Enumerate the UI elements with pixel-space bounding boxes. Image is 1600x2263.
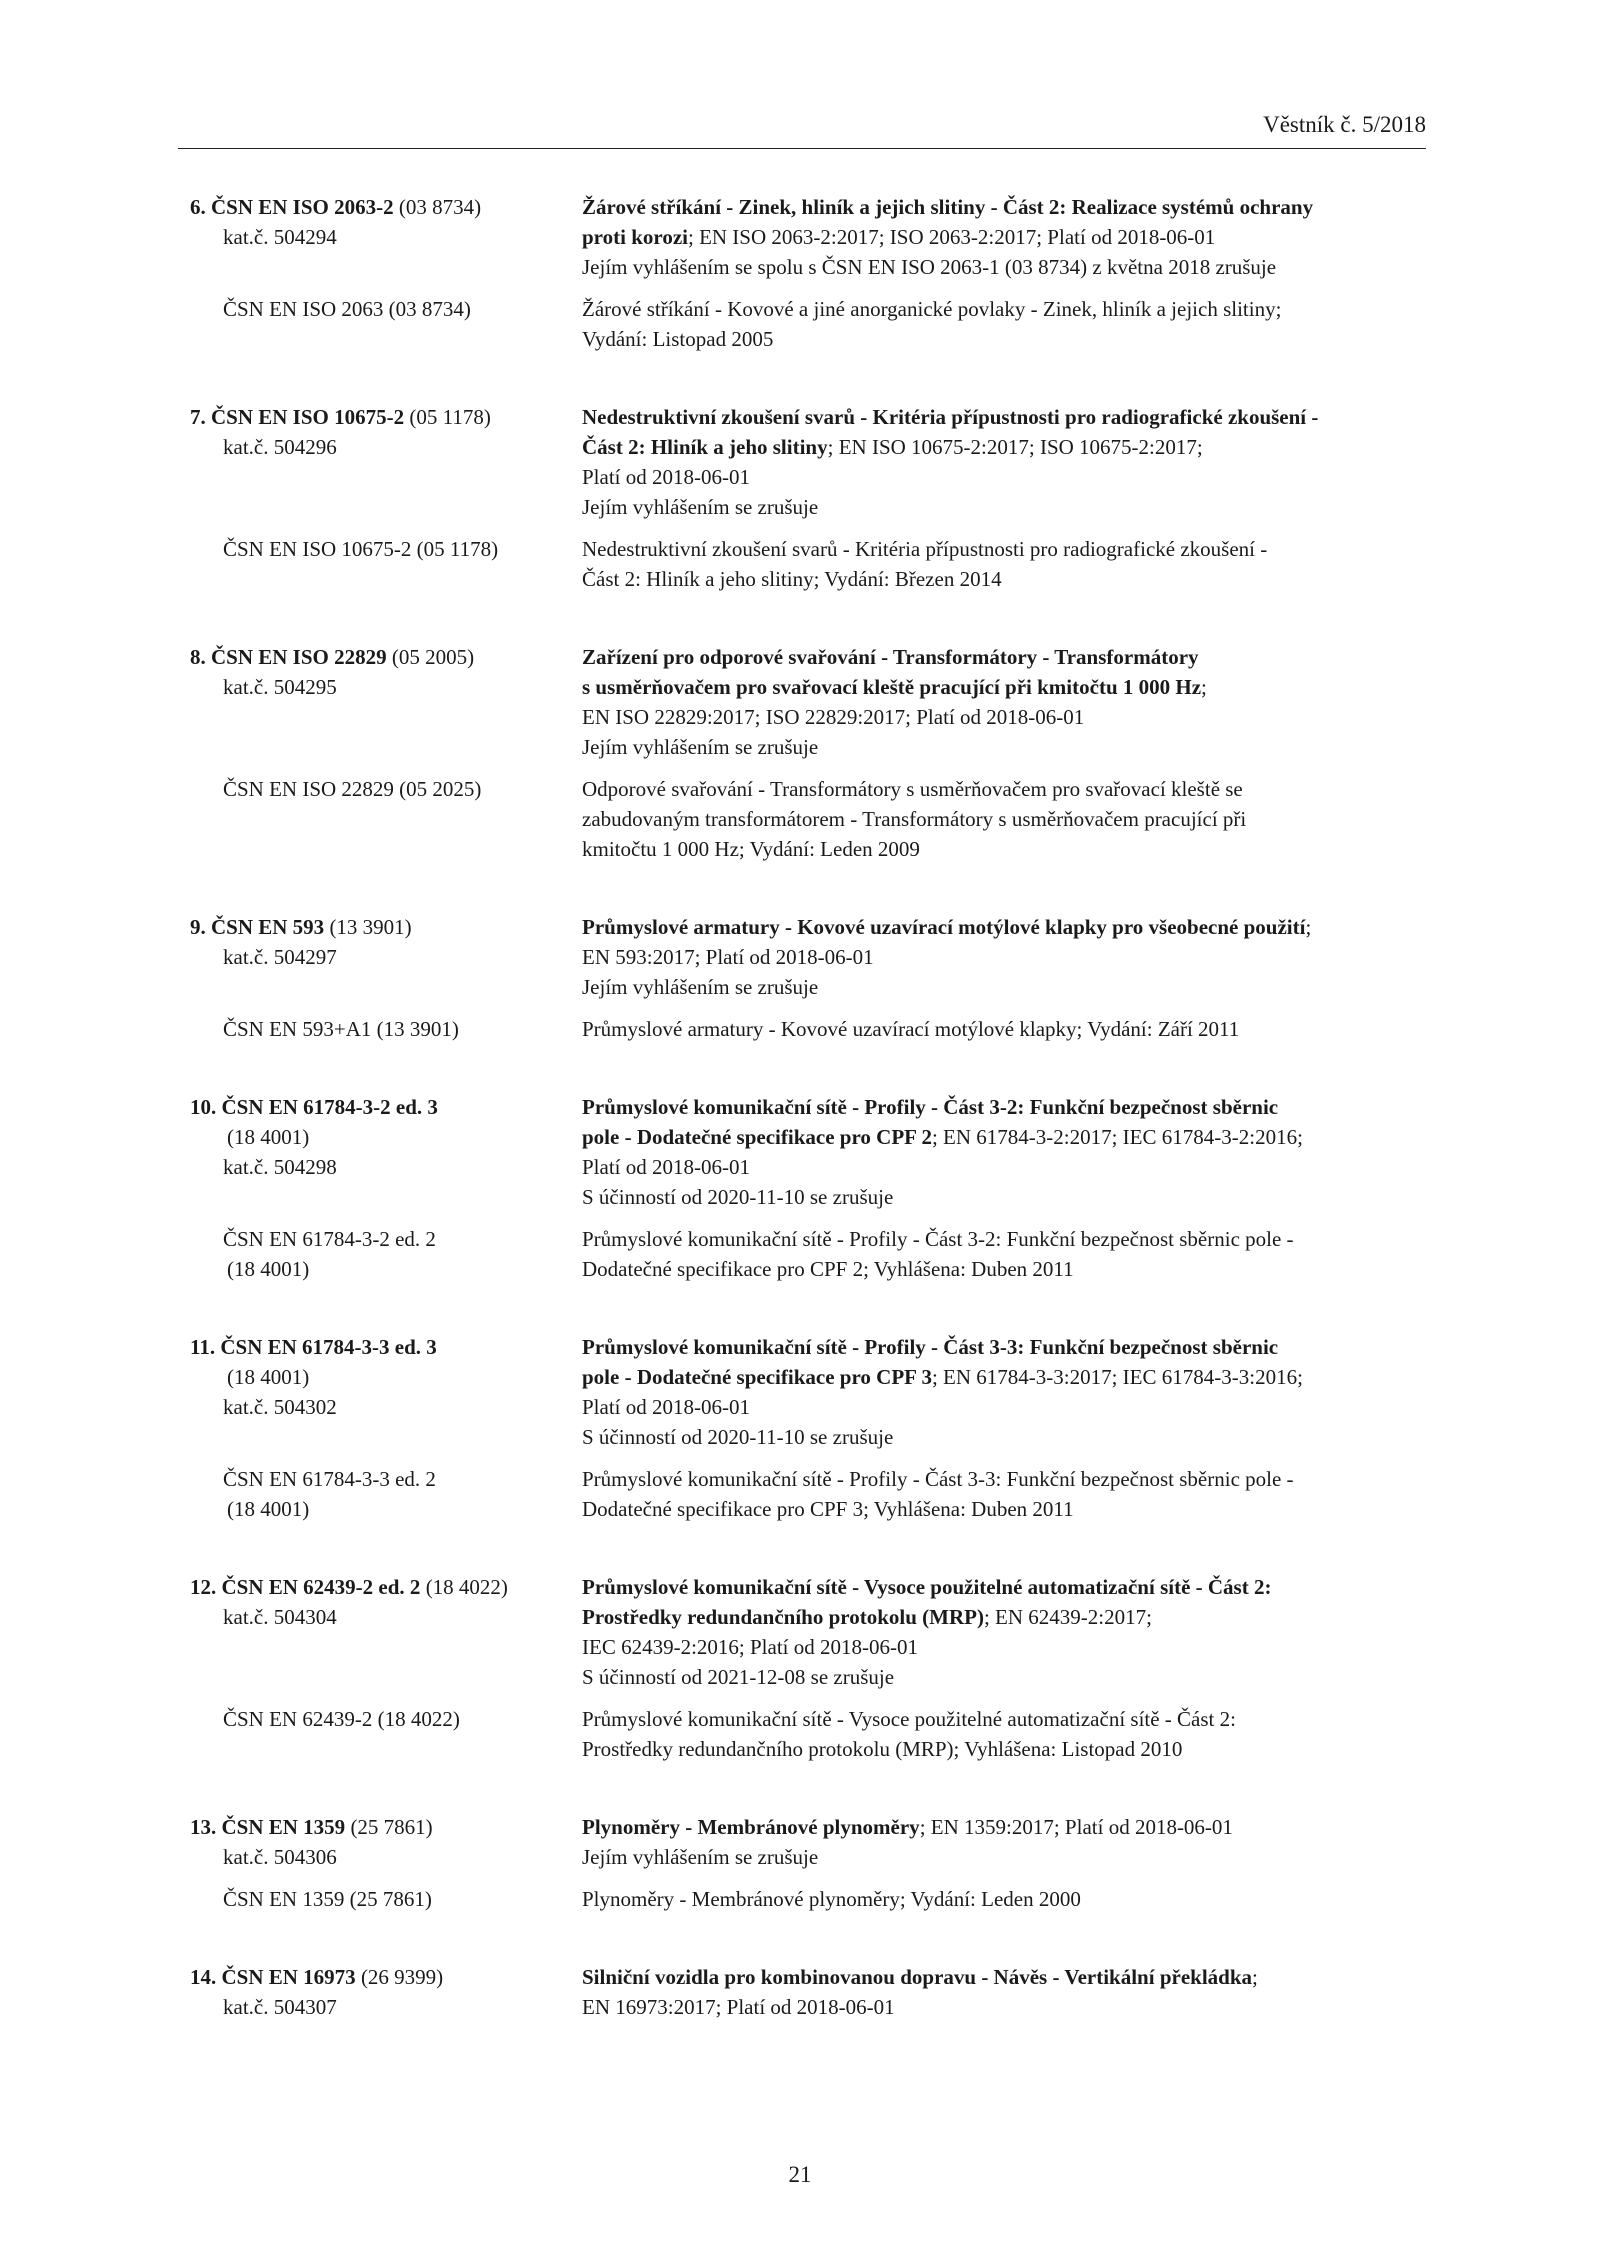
standard-title-cont: s usměrňovačem pro svařovací kleště pracující při kmitočtu 1 000 Hz [582, 675, 1202, 699]
standard-code: ČSN EN ISO 2063-2 [211, 195, 394, 219]
replaced-standard-edition: kmitočtu 1 000 Hz; Vydání: Leden 2009 [582, 837, 920, 861]
entry-number: 14. [190, 1965, 217, 1989]
standard-code: ČSN EN 62439-2 ed. 2 [221, 1575, 421, 1599]
withdrawal-note: Jejím vyhlášením se spolu s ČSN EN ISO 2063-1 (03 8734) z května 2018 zrušuje [582, 255, 1277, 279]
list-item [190, 912, 1430, 1044]
replaced-standard-code: ČSN EN 593+A1 (13 3901) [223, 1017, 459, 1041]
list-item [190, 1092, 1430, 1284]
standard-title: Nedestruktivní zkoušení svarů - Kritéria přípustnosti pro radiografické zkoušení - [582, 405, 1319, 429]
replaced-standard-title: Průmyslové armatury - Kovové uzavírací motýlové klapky; Vydání: Září 2011 [582, 1017, 1240, 1041]
replaced-classification-code: (18 4001) [227, 1497, 310, 1521]
withdrawal-note: Jejím vyhlášením se zrušuje [582, 1845, 819, 1869]
replaced-standard-edition: Dodatečné specifikace pro CPF 2; Vyhlášena: Duben 2011 [582, 1257, 1074, 1281]
standard-details: ; EN 61784-3-3:2017; IEC 61784-3-3:2016; [931, 1365, 1303, 1389]
standard-details: EN 593:2017; Platí od 2018-06-01 [582, 945, 874, 969]
standard-title: Průmyslové komunikační sítě - Profily - Část 3-2: Funkční bezpečnost sběrnic [582, 1095, 1279, 1119]
standard-title-cont: pole - Dodatečné specifikace pro CPF 3 [582, 1365, 932, 1389]
catalog-number: kat.č. 504307 [223, 1995, 337, 2019]
standard-code: ČSN EN 16973 [221, 1965, 356, 1989]
list-item [190, 1332, 1430, 1524]
standard-details: ; [1305, 915, 1312, 939]
replaced-standard-code: ČSN EN ISO 2063 (03 8734) [223, 297, 471, 321]
standard-title-cont: proti korozi [582, 225, 688, 249]
replaced-standard-code: ČSN EN ISO 22829 (05 2025) [223, 777, 482, 801]
list-item [190, 1962, 1430, 2022]
withdrawal-note: Jejím vyhlášením se zrušuje [582, 735, 819, 759]
standard-code: ČSN EN 1359 [221, 1815, 346, 1839]
replaced-standard-edition: Vydání: Listopad 2005 [582, 327, 774, 351]
standard-details: ; [1252, 1965, 1258, 1989]
standard-title-cont: Část 2: Hliník a jeho slitiny [582, 435, 828, 459]
standard-code: ČSN EN ISO 22829 [211, 645, 387, 669]
list-item [190, 1572, 1430, 1764]
replaced-standard-edition: Dodatečné specifikace pro CPF 3; Vyhlášena: Duben 2011 [582, 1497, 1074, 1521]
list-item [190, 192, 1430, 354]
classification-code: (26 9399) [355, 1965, 444, 1989]
validity-date: Platí od 2018-06-01 [582, 1395, 750, 1419]
standard-code: ČSN EN 593 [211, 915, 325, 939]
classification-code: (18 4022) [420, 1575, 508, 1599]
classification-code: (18 4001) [227, 1125, 310, 1149]
entry-number: 13. [190, 1815, 217, 1839]
journal-issue: Věstník č. 5/2018 [1263, 112, 1426, 137]
standard-details: ; [1201, 675, 1207, 699]
classification-code: (03 8734) [393, 195, 482, 219]
standard-code: ČSN EN ISO 10675-2 [211, 405, 405, 429]
classification-code: (18 4001) [227, 1365, 310, 1389]
standard-title-cont: pole - Dodatečné specifikace pro CPF 2 [582, 1125, 932, 1149]
page-number: 21 [788, 2162, 812, 2187]
validity-date: Platí od 2018-06-01 [582, 465, 750, 489]
withdrawal-note: S účinností od 2020-11-10 se zrušuje [582, 1185, 894, 1209]
list-item [190, 402, 1430, 594]
replaced-standard-code: ČSN EN 61784-3-2 ed. 2 [223, 1227, 436, 1251]
catalog-number: kat.č. 504296 [223, 435, 337, 459]
classification-code: (25 7861) [345, 1815, 433, 1839]
replaced-standard-code: ČSN EN ISO 10675-2 (05 1178) [223, 537, 499, 561]
withdrawal-note: Jejím vyhlášením se zrušuje [582, 975, 819, 999]
entry-number: 9. [190, 915, 206, 939]
catalog-number: kat.č. 504295 [223, 675, 337, 699]
catalog-number: kat.č. 504304 [223, 1605, 337, 1629]
standard-details: EN ISO 22829:2017; ISO 22829:2017; Platí od 2018-06-01 [582, 705, 1085, 729]
classification-code: (13 3901) [324, 915, 412, 939]
standard-title: Zařízení pro odporové svařování - Transformátory - Transformátory [582, 645, 1199, 669]
standard-code: ČSN EN 61784-3-3 ed. 3 [220, 1335, 437, 1359]
standard-details: ; EN 61784-3-2:2017; IEC 61784-3-2:2016; [931, 1125, 1303, 1149]
replaced-standard-title: Plynoměry - Membránové plynoměry; Vydání: Leden 2000 [582, 1887, 1081, 1911]
replaced-classification-code: (18 4001) [227, 1257, 310, 1281]
catalog-number: kat.č. 504306 [223, 1845, 337, 1869]
validity-date: Platí od 2018-06-01 [582, 1155, 750, 1179]
standard-title: Silniční vozidla pro kombinovanou dopravu - Návěs - Vertikální překládka [582, 1965, 1253, 1989]
standard-details: IEC 62439-2:2016; Platí od 2018-06-01 [582, 1635, 918, 1659]
replaced-standard-title: Nedestruktivní zkoušení svarů - Kritéria přípustnosti pro radiografické zkoušení - [582, 537, 1268, 561]
replaced-standard-title: Odporové svařování - Transformátory s usměrňovačem pro svařovací kleště se [582, 777, 1243, 801]
standard-details: ; EN 62439-2:2017; [983, 1605, 1152, 1629]
classification-code: (05 1178) [404, 405, 491, 429]
catalog-number: kat.č. 504302 [223, 1395, 337, 1419]
replaced-standard-code: ČSN EN 62439-2 (18 4022) [223, 1707, 460, 1731]
standard-details: ; EN ISO 2063-2:2017; ISO 2063-2:2017; Platí od 2018-06-01 [687, 225, 1216, 249]
standards-list [190, 192, 1430, 2070]
entry-number: 10. [190, 1095, 217, 1119]
standard-title: Průmyslové komunikační sítě - Profily - Část 3-3: Funkční bezpečnost sběrnic [582, 1335, 1279, 1359]
withdrawal-note: S účinností od 2021-12-08 se zrušuje [582, 1665, 895, 1689]
entry-number: 12. [190, 1575, 217, 1599]
list-item [190, 1812, 1430, 1914]
withdrawal-note: Jejím vyhlášením se zrušuje [582, 495, 819, 519]
entry-number: 7. [190, 405, 206, 429]
replaced-standard-code: ČSN EN 1359 (25 7861) [223, 1887, 432, 1911]
replaced-standard-title: Průmyslové komunikační sítě - Profily - Část 3-2: Funkční bezpečnost sběrnic pole - [582, 1227, 1294, 1251]
replaced-standard-title: Žárové stříkání - Kovové a jiné anorganické povlaky - Zinek, hliník a jejich slitiny; [582, 297, 1282, 321]
page-header [178, 108, 1426, 149]
replaced-standard-edition: Prostředky redundančního protokolu (MRP); Vyhlášena: Listopad 2010 [582, 1737, 1183, 1761]
standard-details: EN 16973:2017; Platí od 2018-06-01 [582, 1995, 895, 2019]
standard-title: Plynoměry - Membránové plynoměry [582, 1815, 920, 1839]
standard-details: ; EN 1359:2017; Platí od 2018-06-01 [919, 1815, 1233, 1839]
classification-code: (05 2005) [386, 645, 475, 669]
catalog-number: kat.č. 504298 [223, 1155, 337, 1179]
replaced-standard-title: Průmyslové komunikační sítě - Profily - Část 3-3: Funkční bezpečnost sběrnic pole - [582, 1467, 1294, 1491]
standard-title-cont: Prostředky redundančního protokolu (MRP) [582, 1605, 984, 1629]
withdrawal-note: S účinností od 2020-11-10 se zrušuje [582, 1425, 894, 1449]
list-item [190, 642, 1430, 864]
replaced-standard-code: ČSN EN 61784-3-3 ed. 2 [223, 1467, 436, 1491]
standard-title: Průmyslové komunikační sítě - Vysoce použitelné automatizační sítě - Část 2: [582, 1575, 1272, 1599]
entry-number: 11. [190, 1335, 216, 1359]
replaced-standard-title-cont: zabudovaným transformátorem - Transformátory s usměrňovačem pracující při [582, 807, 1247, 831]
standard-title: Žárové stříkání - Zinek, hliník a jejich slitiny - Část 2: Realizace systémů ochrany [582, 195, 1314, 219]
standard-title: Průmyslové armatury - Kovové uzavírací motýlové klapky pro všeobecné použití [582, 915, 1306, 939]
entry-number: 6. [190, 195, 206, 219]
standard-details: ; EN ISO 10675-2:2017; ISO 10675-2:2017; [827, 435, 1203, 459]
entry-number: 8. [190, 645, 206, 669]
replaced-standard-edition: Část 2: Hliník a jeho slitiny; Vydání: Březen 2014 [582, 567, 1002, 591]
replaced-standard-title: Průmyslové komunikační sítě - Vysoce použitelné automatizační sítě - Část 2: [582, 1707, 1236, 1731]
catalog-number: kat.č. 504294 [223, 225, 337, 249]
catalog-number: kat.č. 504297 [223, 945, 337, 969]
standard-code: ČSN EN 61784-3-2 ed. 3 [221, 1095, 438, 1119]
